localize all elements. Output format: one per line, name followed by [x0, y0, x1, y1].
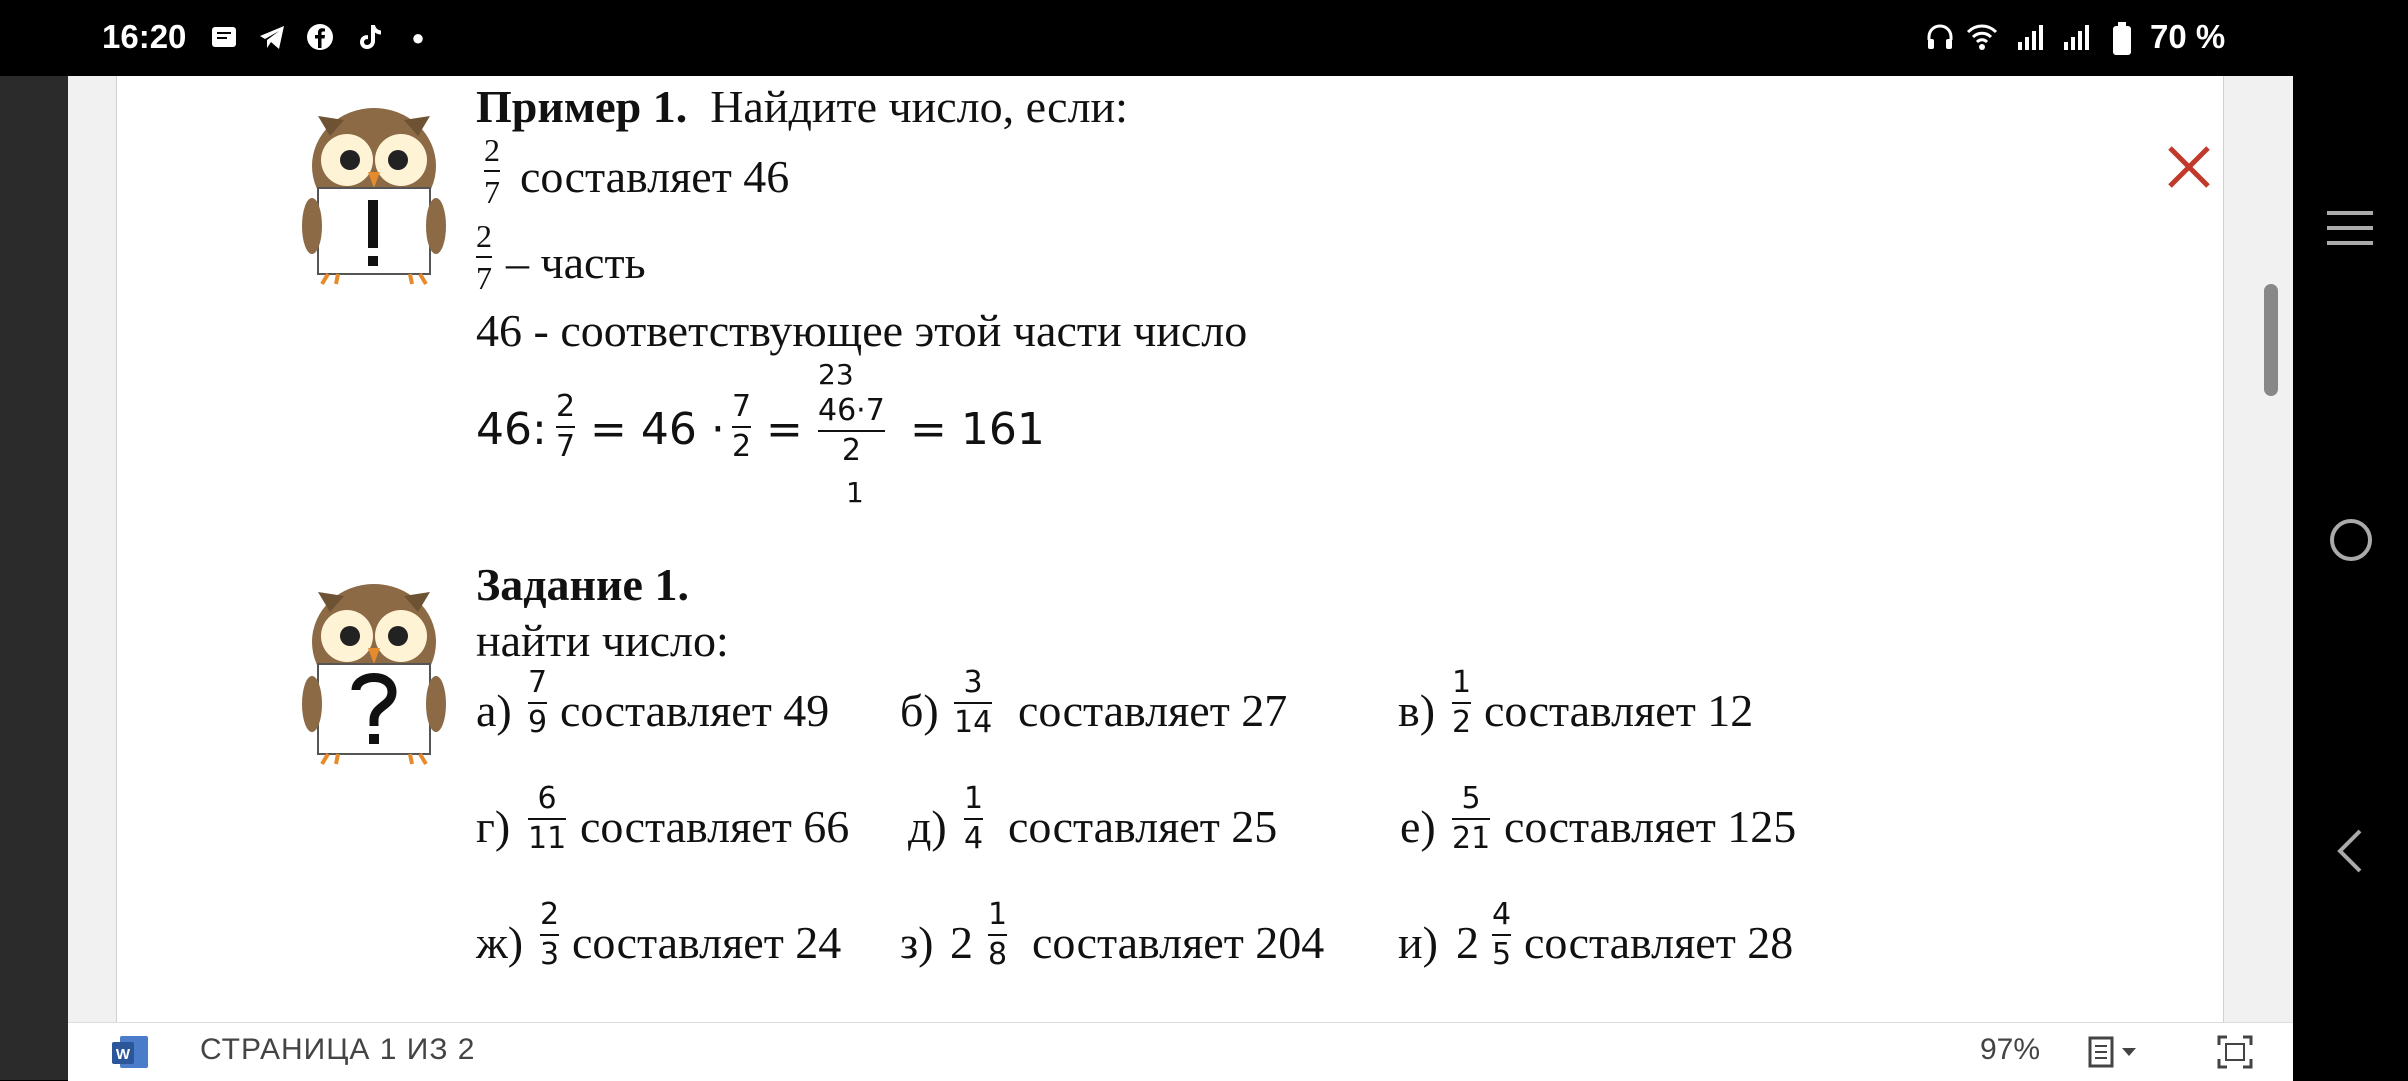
fraction [954, 665, 993, 740]
fullscreen-icon[interactable] [2216, 1034, 2254, 1075]
denominator: 3 [540, 937, 560, 972]
fraction [556, 389, 576, 464]
task-item-text: составляет 25 [1008, 801, 1278, 852]
left-margin [0, 76, 68, 1080]
numerator: 1 [988, 897, 1008, 932]
task-item-label: а) [476, 685, 512, 736]
task-item-text: составляет 125 [1504, 801, 1797, 852]
numerator: 2 [484, 132, 500, 168]
task-item-text: составляет 12 [1484, 685, 1754, 736]
denominator: 14 [954, 705, 993, 740]
svg-text:W: W [115, 1046, 131, 1063]
numerator: 6 [537, 781, 557, 816]
close-icon[interactable] [2166, 144, 2212, 195]
task-item-text: составляет 204 [1032, 917, 1325, 968]
fraction [1492, 897, 1512, 972]
zoom-level[interactable]: 97% [1980, 1033, 2041, 1066]
fraction [964, 781, 984, 856]
task-item-label: з) [900, 917, 934, 968]
fraction [1452, 781, 1491, 856]
example-line3: 46 - соответствующее этой части число [476, 305, 1248, 356]
denominator: 11 [528, 821, 567, 856]
formula-part: 46: [476, 404, 547, 455]
dot-icon: ● [411, 25, 425, 50]
numerator: 7 [732, 389, 752, 424]
tiktok-icon [354, 22, 386, 54]
denominator: 21 [1452, 821, 1491, 856]
denominator: 9 [528, 705, 548, 740]
denominator: 7 [476, 260, 492, 296]
owl-question-image [300, 572, 448, 773]
task-item-text: составляет 27 [1018, 685, 1288, 736]
mixed-whole: 2 [1456, 917, 1479, 968]
numerator: 2 [540, 897, 560, 932]
numerator: 4 [1492, 897, 1512, 932]
scrollbar-thumb[interactable] [2264, 284, 2278, 396]
menu-icon[interactable] [2325, 208, 2375, 253]
denominator: 2 [841, 433, 861, 468]
fraction [484, 134, 500, 208]
fraction [540, 897, 560, 972]
back-icon[interactable] [2330, 826, 2370, 881]
denominator: 7 [556, 429, 576, 464]
numerator: 1 [964, 781, 984, 816]
task-item-label: в) [1398, 685, 1436, 736]
cancel-top: 23 [818, 358, 854, 391]
wifi-icon [1966, 22, 1998, 54]
message-icon [208, 22, 240, 54]
example-prompt: Найдите число, если: [710, 81, 1128, 132]
numerator: 7 [528, 665, 548, 700]
task-item-label: д) [908, 801, 947, 852]
fraction [732, 389, 752, 464]
numerator: 2 [476, 218, 492, 254]
status-time: 16:20 [102, 18, 187, 55]
signal-icon [2060, 22, 2092, 54]
task-item-label: г) [476, 801, 511, 852]
task-item-label: б) [900, 685, 939, 736]
task-item-text: составляет 49 [560, 685, 830, 736]
task-item-text: составляет 28 [1524, 917, 1794, 968]
view-mode-icon[interactable] [2086, 1034, 2142, 1075]
fraction [476, 220, 492, 294]
cancel-bottom: 1 [846, 476, 864, 509]
numerator: 2 [556, 389, 576, 424]
formula-result: = 161 [910, 404, 1045, 455]
facebook-icon [304, 22, 336, 54]
telegram-icon [256, 22, 288, 54]
fraction [1452, 665, 1472, 740]
battery-percent: 70 % [2150, 18, 2226, 55]
fraction [528, 781, 567, 856]
example-line2-text: – часть [506, 237, 646, 288]
formula-part: = [766, 404, 803, 455]
numerator: 46·7 [818, 393, 885, 428]
formula-part: = 46 · [590, 404, 725, 455]
task-item-text: составляет 66 [580, 801, 850, 852]
fraction [528, 665, 548, 740]
task-item-text: составляет 24 [572, 917, 842, 968]
page-indicator: СТРАНИЦА 1 ИЗ 2 [200, 1033, 476, 1066]
signal-icon [2014, 22, 2046, 54]
fraction [988, 897, 1008, 972]
denominator: 4 [964, 821, 984, 856]
task-item-label: ж) [476, 917, 524, 968]
home-icon[interactable] [2327, 516, 2375, 569]
numerator: 1 [1452, 665, 1472, 700]
mixed-whole: 2 [950, 917, 973, 968]
task-item-label: е) [1400, 801, 1436, 852]
numerator: 3 [963, 665, 983, 700]
denominator: 5 [1492, 937, 1512, 972]
denominator: 2 [1452, 705, 1472, 740]
denominator: 7 [484, 174, 500, 210]
example-header [476, 80, 1128, 133]
battery-icon [2106, 22, 2138, 54]
task-prompt: найти число: [476, 615, 729, 666]
task-title: Задание 1. [476, 559, 689, 610]
example-title: Пример 1. [476, 81, 688, 132]
owl-exclamation-image [300, 96, 448, 291]
fraction [818, 393, 885, 468]
numerator: 5 [1461, 781, 1481, 816]
denominator: 8 [988, 937, 1008, 972]
denominator: 2 [732, 429, 752, 464]
headphones-icon [1924, 22, 1956, 54]
task-item-label: и) [1398, 917, 1438, 968]
word-app-icon[interactable] [110, 1032, 150, 1077]
example-line1-text: составляет 46 [520, 151, 790, 202]
